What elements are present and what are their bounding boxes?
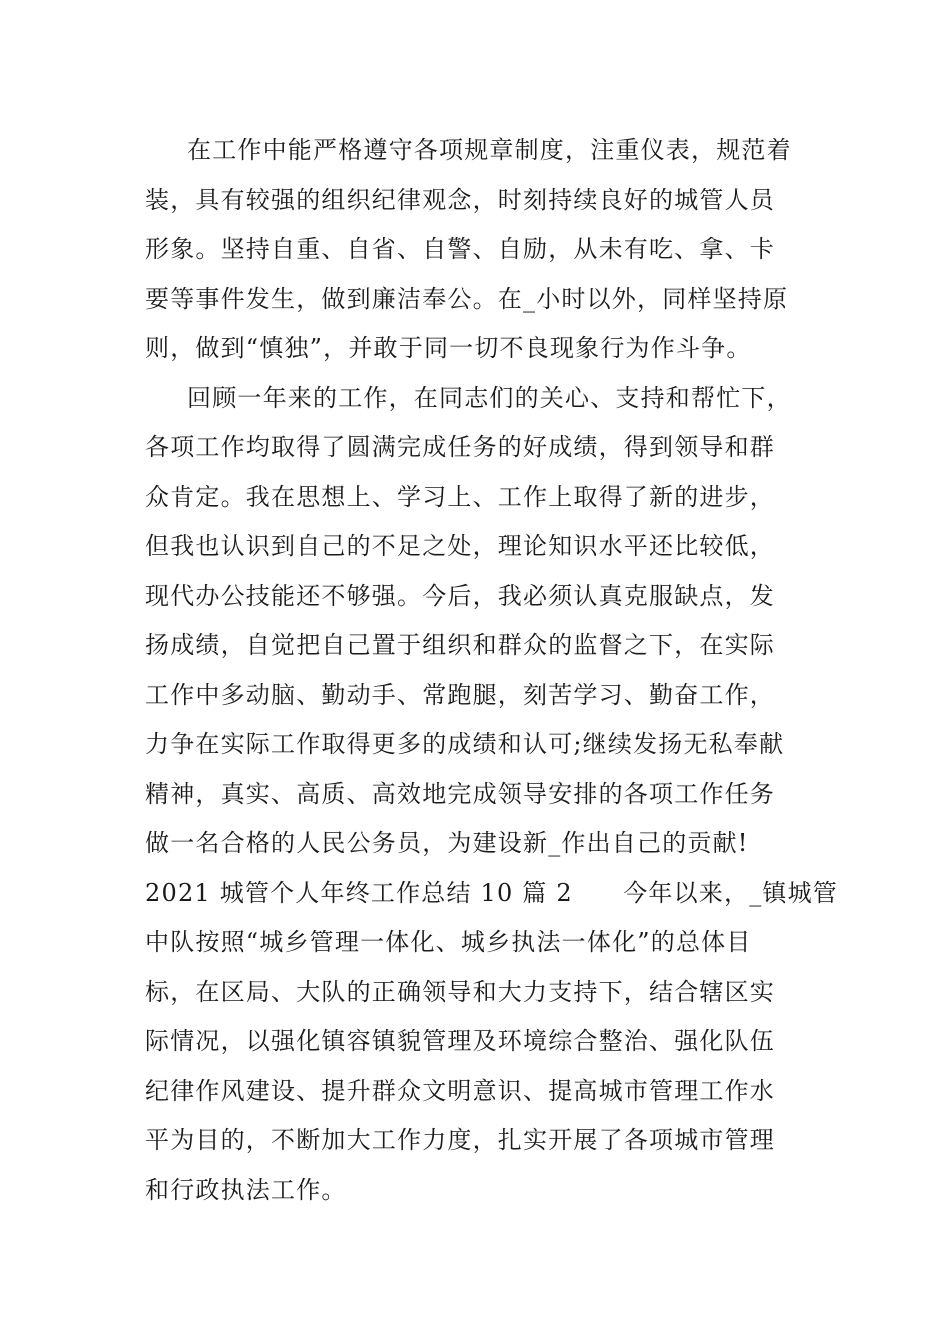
text-line: 但我也认识到自己的不足之处，理论知识水平还比较低， xyxy=(145,532,775,560)
text-line: 装，具有较强的组织纪律观念，时刻持续良好的城管人员 xyxy=(145,185,775,214)
text-line: 扬成绩，自觉把自己置于组织和群众的监督之下，在实际 xyxy=(145,631,775,659)
text-line: 力争在实际工作取得更多的成绩和认可;继续发扬无私奉献 xyxy=(145,730,785,758)
text-line: 和行政执法工作。 xyxy=(145,1175,347,1204)
text-line: 现代办公技能还不够强。今后，我必须认真克服缺点，发 xyxy=(145,581,775,610)
text-line: 做一名合格的人民公务员，为建设新_作出自己的贡献! xyxy=(145,829,749,857)
text-line: 中队按照“城乡管理一体化、城乡执法一体化”的总体目 xyxy=(145,928,752,956)
document-body xyxy=(145,126,839,1215)
text-line: 回顾一年来的工作，在同志们的关心、支持和帮忙下， xyxy=(187,383,792,412)
text-line: 工作中多动脑、勤动手、常跑腿，刻苦学习、勤奋工作， xyxy=(145,680,775,709)
text-line: 标，在区局、大队的正确领导和大力支持下，结合辖区实 xyxy=(145,977,775,1006)
text-line: 各项工作均取得了圆满完成任务的好成绩，得到领导和群 xyxy=(145,433,775,461)
text-line: 在工作中能严格遵守各项规章制度，注重仪表，规范着 xyxy=(187,136,792,164)
text-line: 要等事件发生，做到廉洁奉公。在_小时以外，同样坚持原 xyxy=(145,284,789,313)
text-line: 际情况，以强化镇容镇貌管理及环境综合整治、强化队伍 xyxy=(145,1027,775,1055)
text-line: 精神，真实、高质、高效地完成领导安排的各项工作任务 xyxy=(145,779,775,808)
text-line: 众肯定。我在思想上、学习上、工作上取得了新的进步， xyxy=(145,482,775,511)
text-line: 形象。坚持自重、自省、自警、自励，从未有吃、拿、卡 xyxy=(145,235,775,263)
text-line: 平为目的，不断加大工作力度，扎实开展了各项城市管理 xyxy=(145,1126,775,1154)
text-line: 纪律作风建设、提升群众文明意识、提高城市管理工作水 xyxy=(145,1076,775,1105)
text-line: 则，做到“慎独”，并敢于同一切不良现象行为作斗争。 xyxy=(145,334,752,362)
text-line: 2021 城管个人年终工作总结 10 篇 2 今年以来，_镇城管 xyxy=(145,878,839,907)
